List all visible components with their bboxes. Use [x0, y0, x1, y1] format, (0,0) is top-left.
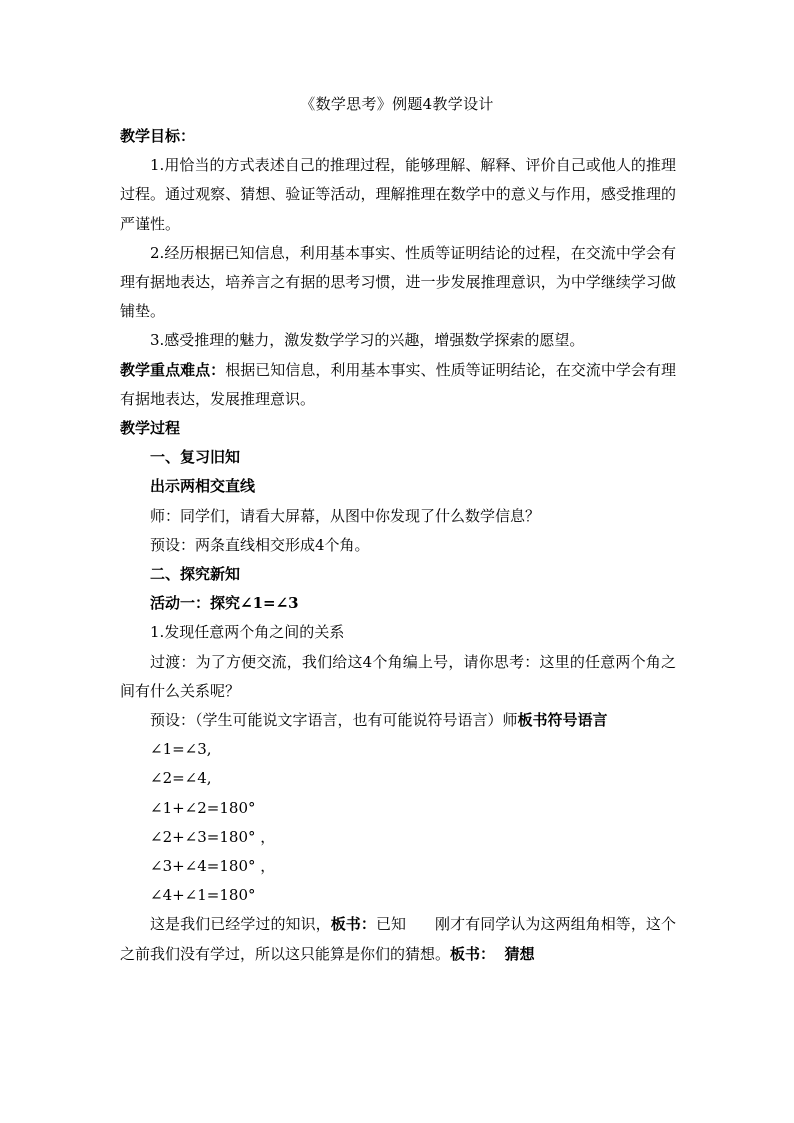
part1-teacher-line: 师：同学们，请看大屏幕，从图中你发现了什么数学信息？	[150, 506, 541, 525]
closing-board-label-1: 板书：	[330, 915, 376, 934]
part2-heading: 二、探究新知	[150, 565, 241, 584]
goal-item-3: 3.感受推理的魅力，激发数学学习的兴趣，增强数学探索的愿望。	[150, 331, 585, 350]
part1-subheading: 出示两相交直线	[150, 477, 256, 496]
key-points-label: 教学重点难点：	[120, 360, 226, 379]
closing-guess: 猜想	[504, 944, 535, 963]
equation-line: ∠1=∠3,	[150, 740, 212, 759]
document-title: 《数学思考》例题4教学设计	[300, 95, 494, 113]
goal-item-2: 2.经历根据已知信息，利用基本事实、性质等证明结论的过程，在交流中学会有理有据地表达，培养言之有据的思考习惯，进一步发展推理意识，为中学继续学习做铺垫。	[120, 243, 676, 321]
key-points-paragraph	[120, 356, 676, 414]
part2-preset-bold: 板书符号语言	[517, 711, 608, 730]
key-points-text: 根据已知信息，利用基本事实、性质等证明结论，在交流中学会有理有据地表达，发展推理意识。	[120, 360, 676, 408]
equation-line: ∠4+∠1=180°	[150, 886, 256, 905]
closing-board-label-2: 板书：	[450, 944, 496, 963]
equation-line: ∠2=∠4,	[150, 769, 212, 788]
process-heading: 教学过程	[120, 419, 181, 438]
equation-line: ∠1+∠2=180°	[150, 798, 256, 817]
document-body	[120, 122, 676, 969]
closing-paragraph	[120, 910, 676, 968]
equation-line: ∠2+∠3=180° ，	[150, 827, 276, 846]
closing-text-1: 这是我们已经学过的知识，	[150, 915, 331, 934]
part2-preset-prefix: 预设：（学生可能说文字语言，也有可能说符号语言）师	[150, 711, 518, 730]
part2-activity: 活动一：探究∠1=∠3	[150, 594, 299, 613]
part1-preset-line: 预设：两条直线相交形成4个角。	[150, 535, 370, 554]
part2-transition: 过渡：为了方便交流，我们给这4个角编上号，请你思考：这里的任意两个角之间有什么关系呢？	[120, 652, 676, 700]
closing-text-2: 刚才有同学认为这两组角相等，这个之前我们没有学过，所以这只能算是你们的猜想。	[120, 915, 676, 963]
part2-step1: 1.发现任意两个角之间的关系	[150, 623, 345, 642]
part1-heading: 一、复习旧知	[150, 448, 241, 467]
closing-known: 已知	[375, 915, 407, 934]
goal-item-1: 1.用恰当的方式表述自己的推理过程，能够理解、解释、评价自己或他人的推理过程。通过观察、猜想、验证等活动，理解推理在数学中的意义与作用，感受推理的严谨性。	[120, 156, 676, 233]
goals-heading: 教学目标：	[120, 127, 196, 145]
part2-preset-line	[120, 706, 676, 735]
equation-line: ∠3+∠4=180° ，	[150, 857, 276, 876]
